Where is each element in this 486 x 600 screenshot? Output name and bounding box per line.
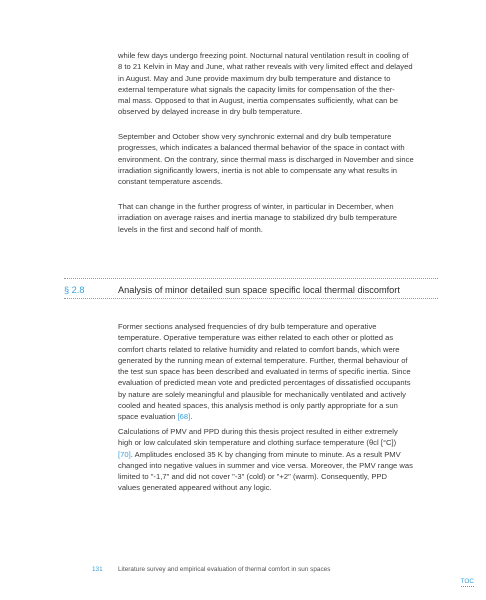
text-line: external temperature what signals the capacity limits for compensation of the ther- <box>118 84 395 94</box>
citation-link[interactable]: [68] <box>177 412 191 422</box>
text-line: Calculations of PMV and PPD during this thesis project resulted in either extremely <box>118 427 398 436</box>
body-paragraph <box>118 131 438 187</box>
text-line: temperature. Operative temperature was either related to each other or plotted as <box>118 333 394 343</box>
text-line: by nature are solely meaningful and plausible for mechanically ventilated and actively <box>118 389 406 399</box>
text-line: That can change in the further progress of winter, in particular in December, when <box>118 202 394 211</box>
text-line: generated by the running mean of external temperature. Further, thermal behaviour of <box>118 355 408 365</box>
text-line <box>118 449 438 460</box>
text-line: high or low calculated skin temperature and clothing surface temperature (θcl [°C]) <box>118 438 397 448</box>
text-line: Former sections analysed frequencies of dry bulb temperature and operative <box>118 322 377 331</box>
text-segment: . Amplitudes enclosed 35 K by changing from minute to minute. As a result PMV <box>130 449 401 459</box>
text-line: limited to "-1,7" and did not cover "-3" (cold) or "+2" (warm). Consequently, PPD <box>118 472 387 482</box>
text-line: evaluation of predicted mean vote and predicted percentages of dissatisfied occupants <box>118 378 411 388</box>
text-line: mal mass. Opposed to that in August, inertia compensates sufficiently, what can be <box>118 96 398 106</box>
section-divider-bottom <box>64 298 438 299</box>
toc-link[interactable]: TOC <box>460 578 474 585</box>
body-paragraph <box>118 321 438 423</box>
body-paragraph <box>118 50 438 118</box>
text-segment: . <box>190 412 193 422</box>
body-paragraph <box>118 426 438 494</box>
text-line: cooled and heated spaces, this analysis method is only partly appropriate for a sun <box>118 401 398 411</box>
text-line: observed by delayed increase in dry bulb temperature. <box>118 107 303 117</box>
text-line: in August. May and June provide maximum dry bulb temperature and distance to <box>118 73 391 83</box>
text-line: changed into negative values in summer and vice versa. Moreover, the PMV range was <box>118 460 413 470</box>
section-title: Analysis of minor detailed sun space specific local thermal discomfort <box>118 285 400 295</box>
citation-link[interactable]: [70] <box>118 449 131 459</box>
text-line: the test sun space has been described and evaluated in terms of specific inertia. Since <box>118 367 411 377</box>
text-line: irradiation significantly lowers, inertia is not able to compensate any what results in <box>118 165 398 175</box>
body-paragraph <box>118 201 438 235</box>
text-line: comfort charts related to relative humidity and related to comfort bands, which were <box>118 344 400 354</box>
text-line <box>118 411 438 422</box>
page-number: 131 <box>92 566 103 573</box>
text-line: irradiation on average raises and inertia manage to stabilized dry bulb temperature <box>118 213 397 223</box>
text-line: values generated appeared without any logic. <box>118 483 272 493</box>
text-line: constant temperature ascends. <box>118 177 223 187</box>
text-line: progresses, which indicates a balanced thermal behavior of the space in contact with <box>118 143 405 153</box>
text-line: environment. On the contrary, since thermal mass is discharged in November and since <box>118 154 414 164</box>
text-line: September and October show very synchronic external and dry bulb temperature <box>118 132 392 141</box>
section-number[interactable]: § 2.8 <box>64 285 85 295</box>
text-line: while few days undergo freezing point. Nocturnal natural ventilation result in cooling of <box>118 51 409 60</box>
text-segment: space evaluation <box>118 412 176 422</box>
section-divider-top <box>64 278 438 279</box>
text-line: 8 to 21 Kelvin in May and June, what rather reveals with very limited effect and delayed <box>118 62 413 72</box>
running-title: Literature survey and empirical evaluation of thermal comfort in sun spaces <box>118 566 331 573</box>
text-line: levels in the first and second half of month. <box>118 224 263 234</box>
